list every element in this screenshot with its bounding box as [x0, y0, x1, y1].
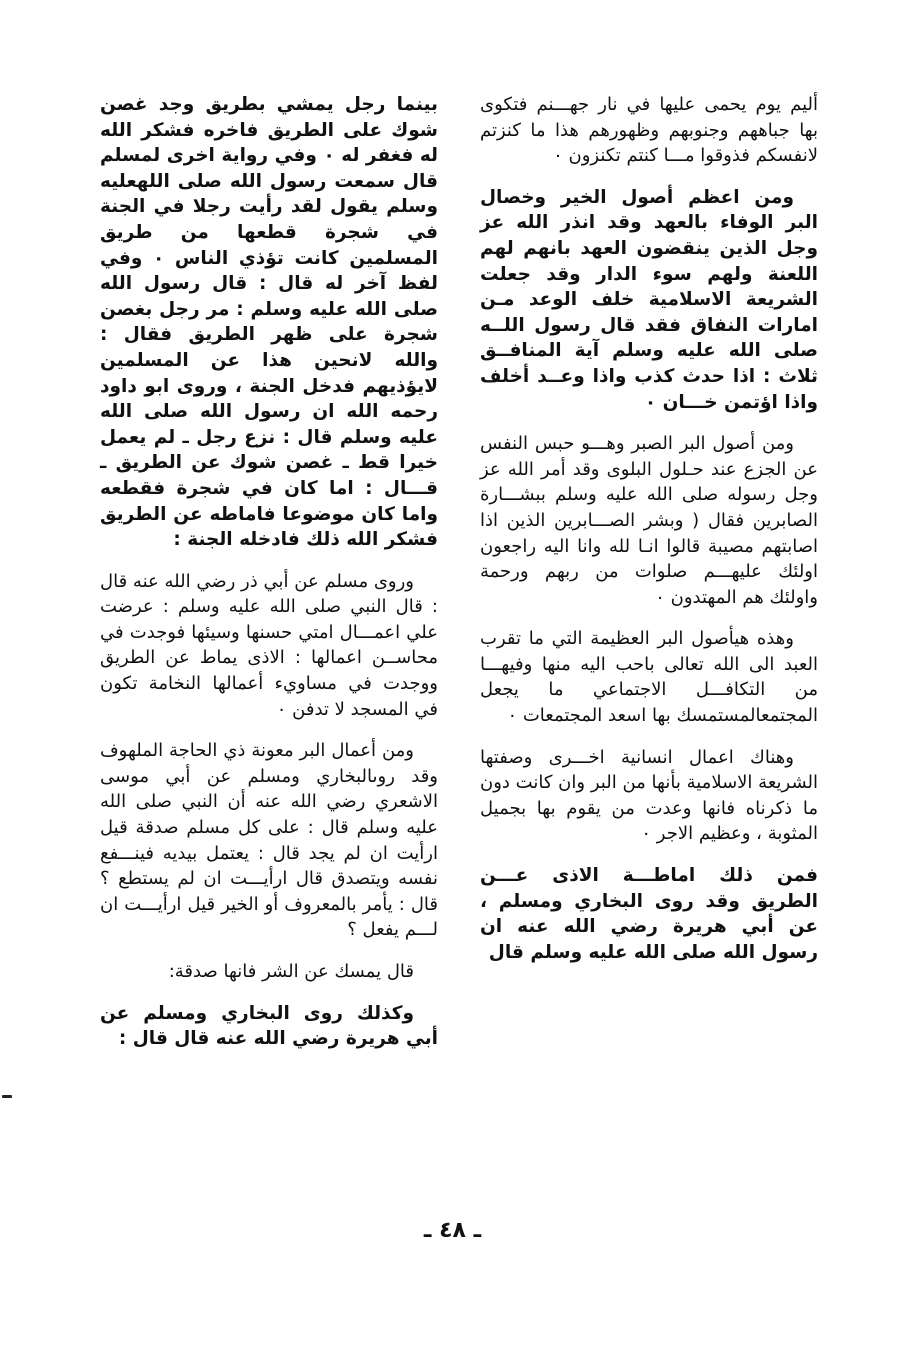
paragraph: وهذه هيأصول البر العظيمة التي ما تقرب العبد الى الله تعالى باحب اليه منها وفيهـــا من التكافـــل الاجتماعي ما يجعل المجتمعالمستمسك بها اسعد المجتمعات ٠ [480, 628, 818, 727]
left-column [100, 92, 438, 1068]
page-number: ـ ٤٨ ـ [423, 1218, 482, 1243]
paragraph: وكذلك روى البخاري ومسلم عن أبي هريرة رضي الله عنه قال قال : [100, 1002, 438, 1050]
paragraph: أليم يوم يحمى عليها في نار جهـــنم فتكوى بها جباههم وجنوبهم وظهورهم هذا ما كنزتم لانفسكم فذوقوا مـــا كنتم تكنزون ٠ [480, 94, 818, 167]
paragraph: بينما رجل يمشي بطريق وجد غصن شوك على الطريق فاخره فشكر الله له فغفر له ٠ وفي رواية اخرى لمسلم قال سمعت رسول الله صلى اللهعليه وسلم يقول لقد رأيت رجلا في الجنة في شجرة قطعها من طريق المسلمين كانت تؤذي الناس ٠ وفي لفظ آخر له قال : قال رسول الله صلى الله عليه وسلم : مر رجل بغصن شجرة على ظهر الطريق فقال : والله لانحين هذا عن المسلمين لايؤذيهم فدخل الجنة ، وروى ابو داود رحمه الله ان رسول الله صلى الله عليه وسلم قال : نزع رجل ـ لم يعمل خيرا قط ـ غصن شوك عن الطريق ـ قـــال : اما كان في شجرة فقطعه واما كان موضوعا فاماطه عن الطريق فشكر الله ذلك فادخله الجنة : [100, 94, 438, 551]
paragraph: ومن اعظم أصول الخير وخصال البر الوفاء بالعهد وقد انذر الله عز وجل الذين ينقضون العهد بانهم لهم اللعنة ولهم سوء الدار وقد جعلت الشريعة الاسلامية خلف الوعد مـن امارات النفاق فقد قال رسول اللــه صلى الله عليه وسلم آية المنافــق ثلاث : اذا حدث كذب واذا وعــد أخلف واذا اؤتمن خـــان ٠ [480, 186, 818, 413]
paragraph: ومن أعمال البر معونة ذي الحاجة الملهوف وقد روىالبخاري ومسلم عن أبي موسى الاشعري رضي الله عنه أن النبي صلى الله عليه وسلم قال : على كل مسلم صدقة قيل ارأيت ان لم يجد قال : يعتمل بيديه فينـــفع نفسه ويتصدق قال ارأيـــت ان لم يستطع ؟ قال : يأمر بالمعروف أو الخير قيل ارأيـــت ان لـــم يفعل ؟ [100, 740, 438, 941]
paragraph: فمن ذلك اماطـــة الاذى عـــن الطريق وقد روى البخاري ومسلم ، عن أبي هريرة رضي الله عنه ان رسول الله صلى الله عليه وسلم قال [480, 865, 818, 963]
paragraph: وروى مسلم عن أبي ذر رضي الله عنه قال : قال النبي صلى الله عليه وسلم : عرضت علي اعمـــال امتي حسنها وسيئها فوجدت في محاســن اعمالها : الاذى يماط عن الطريق ووجدت في مساويء أعمالها النخامة تكون في المسجد لا تدفن ٠ [100, 570, 438, 720]
paragraph: وهناك اعمال انسانية اخـــرى وصفتها الشريعة الاسلامية بأنها من البر وان كانت دون ما ذكرناه فانها وعدت من يقوم بها بجميل المثوبة ، وعظيم الاجر ٠ [480, 746, 818, 845]
right-column [480, 92, 818, 981]
paragraph: ومن أصول البر الصبر وهـــو حبس النفس عن الجزع عند حـلول البلوى وقد أمر الله عز وجل رسوله صلى الله عليه وسلم ببشـــارة الصابرين فقال ( وبشر الصـــابرين الذين اذا اصابتهم مصيبة قالوا انـا لله وانا اليه راجعون اولئك عليهـــم صلوات من ربهم ورحمة واولئك هم المهتدون ٠ [480, 433, 818, 608]
paragraph: قال يمسك عن الشر فانها صدقة: [168, 961, 414, 982]
margin-mark [2, 1095, 12, 1098]
